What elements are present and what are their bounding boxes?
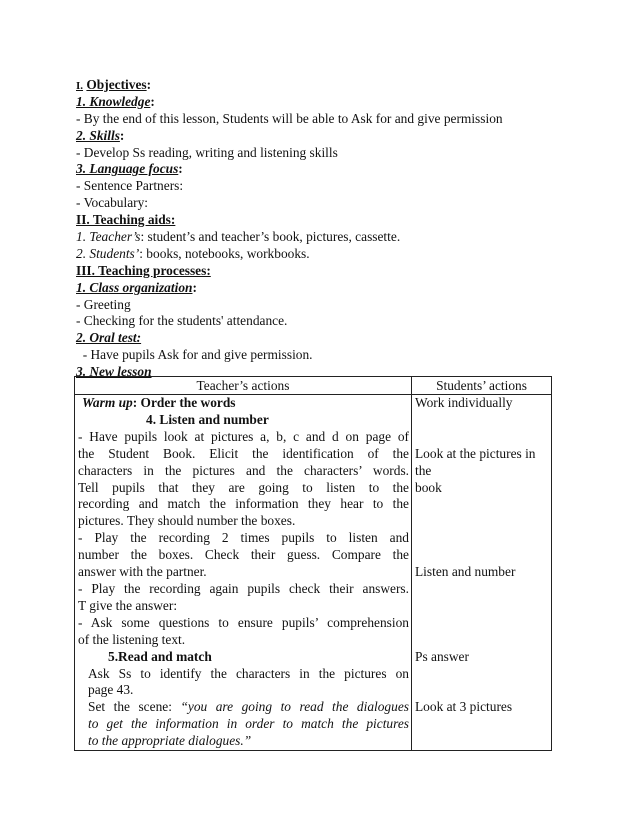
class-org-item: - Greeting xyxy=(76,296,131,312)
class-organization-heading: 1. Class organization: xyxy=(76,279,197,295)
section-4-line: Tell pupils that they are going to listen to the xyxy=(78,479,409,495)
warm-up-line: Warm up: Order the words xyxy=(82,395,236,410)
scene-line: Set the scene: “you are going to read the dialogues xyxy=(88,699,409,715)
teacher-actions-header: Teacher’s actions xyxy=(75,377,412,395)
student-aids: 2. Students’: books, notebooks, workbooks. xyxy=(76,245,310,261)
skills-heading: 2. Skills: xyxy=(76,127,125,143)
section-4-line: recording and match the information they hear to the xyxy=(78,496,409,512)
section-5-title: 5.Read and match xyxy=(108,648,212,664)
language-item: - Sentence Partners: xyxy=(76,178,184,194)
student-action: Look at 3 pictures xyxy=(415,699,513,715)
language-focus-heading: 3. Language focus: xyxy=(76,161,183,177)
objectives-heading: I. Objectives: xyxy=(76,77,152,92)
section-4-line: - Ask some questions to ensure pupils’ comprehension xyxy=(78,614,409,630)
section-4-line: - Play the recording again pupils check their answers. xyxy=(78,580,409,596)
teaching-aids-heading: II. Teaching aids: xyxy=(76,212,176,228)
knowledge-heading: 1. Knowledge: xyxy=(76,93,155,109)
oral-test-text: - Have pupils Ask for and give permission. xyxy=(76,347,313,363)
section-4-line: number the boxes. Check their guess. Compare the xyxy=(78,547,409,563)
section-4-line: - Have pupils look at pictures a, b, c and d on page of xyxy=(78,428,409,444)
students-actions-header: Students’ actions xyxy=(412,377,552,395)
section-5-line: Ask Ss to identify the characters in the pictures on xyxy=(88,665,409,681)
student-action: Look at the pictures in the xyxy=(415,445,536,478)
section-4-line: of the listening text. xyxy=(78,631,186,647)
section-4-line: answer with the partner. xyxy=(78,564,207,580)
section-4-line: characters in the pictures and the characters’ words. xyxy=(78,462,409,478)
teacher-aids: 1. Teacher’s: student’s and teacher’s book, pictures, cassette. xyxy=(76,229,401,245)
section-4-line: - Play the recording 2 times pupils to listen and xyxy=(78,530,409,546)
student-action: Work individually xyxy=(415,395,513,410)
student-action: Ps answer xyxy=(415,648,469,664)
lesson-plan-header xyxy=(76,77,556,381)
section-4-line: the Student Book. Elicit the identification of the xyxy=(78,445,409,461)
section-5-line: page 43. xyxy=(88,682,134,698)
skills-text: - Develop Ss reading, writing and listening skills xyxy=(76,144,338,160)
section-4-title: 4. Listen and number xyxy=(146,411,269,427)
processes-heading: III. Teaching processes: xyxy=(76,262,211,278)
table-row xyxy=(75,395,552,751)
student-action: Listen and number xyxy=(415,564,516,580)
oral-test-heading: 2. Oral test: xyxy=(76,330,142,346)
student-action: book xyxy=(415,479,442,495)
scene-line: to get the information in order to match the pictures xyxy=(88,716,409,732)
table-header-row xyxy=(75,377,552,395)
lesson-table xyxy=(74,376,552,751)
teacher-actions-cell xyxy=(75,395,412,751)
section-4-line: pictures. They should number the boxes. xyxy=(78,513,296,529)
section-4-line: T give the answer: xyxy=(78,597,178,613)
language-item: - Vocabulary: xyxy=(76,195,149,211)
scene-line: to the appropriate dialogues.” xyxy=(88,733,252,749)
students-actions-cell xyxy=(412,395,552,751)
knowledge-text: - By the end of this lesson, Students will be able to Ask for and give permission xyxy=(76,110,503,126)
new-lesson-heading: 3. New lesson xyxy=(76,364,152,380)
class-org-item: - Checking for the students' attendance. xyxy=(76,313,288,329)
